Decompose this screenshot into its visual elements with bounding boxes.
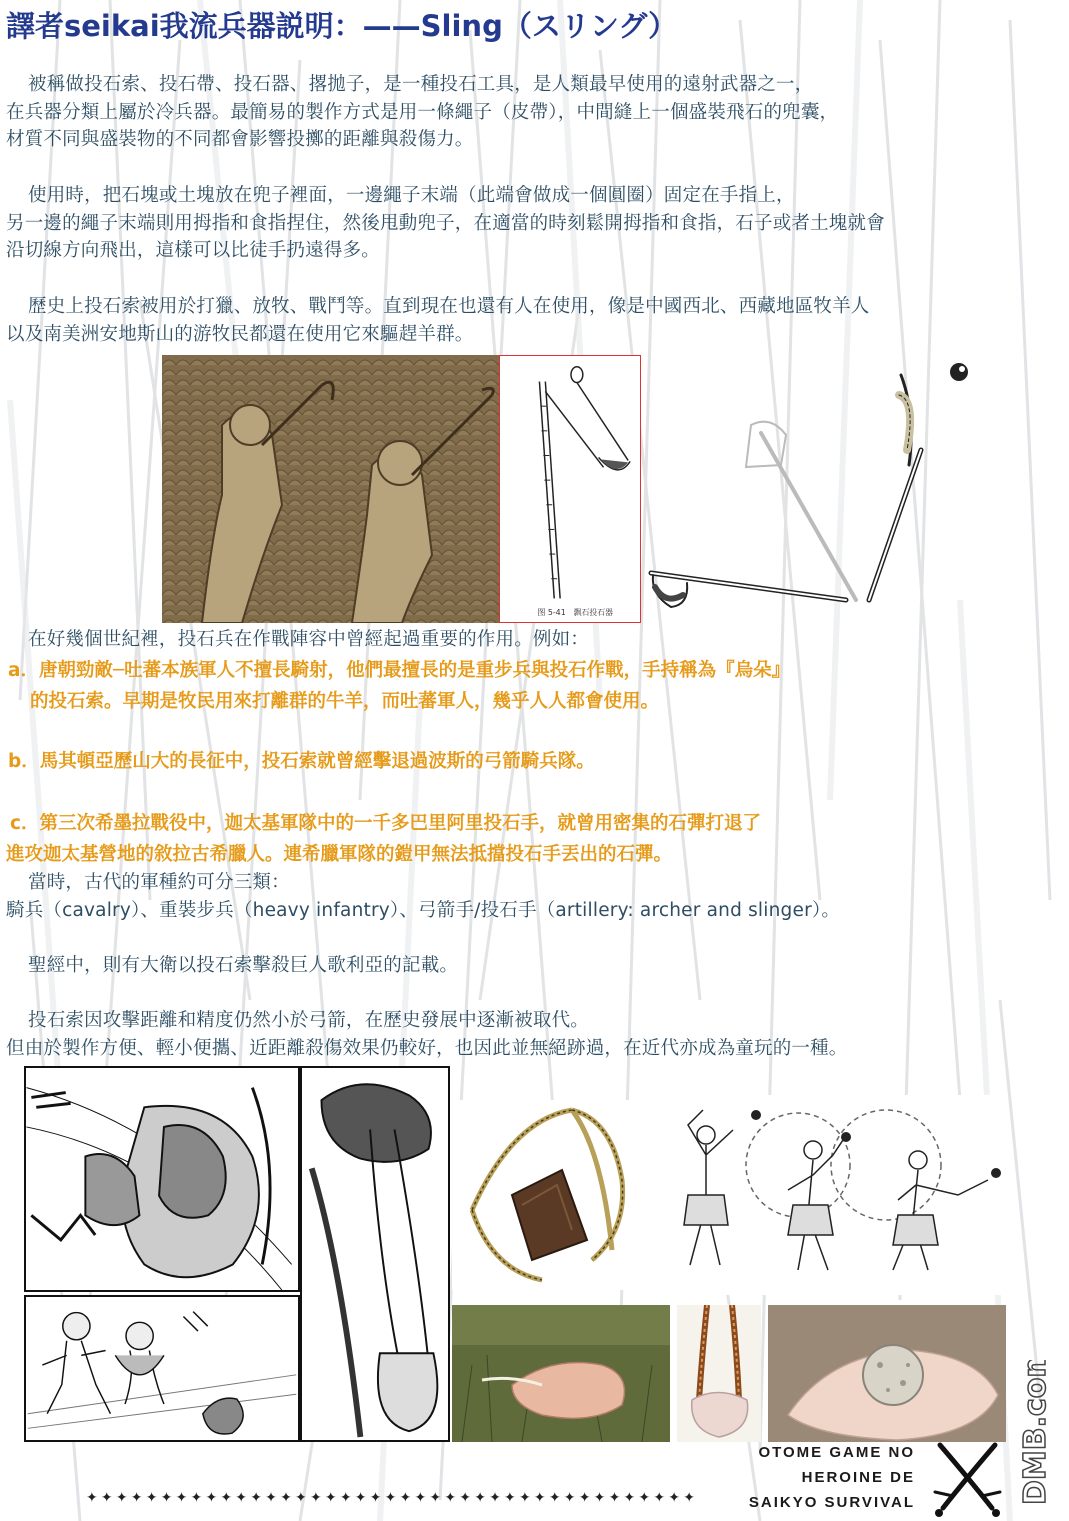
example-b: [8, 746, 595, 777]
role-intro-text: [6, 626, 589, 654]
history-line-1: 歷史上投石索被用於打獵、放牧、戰鬥等。直到現在也還有人在使用，像是中國西北、西藏地區牧羊人: [28, 296, 870, 317]
decline-line-2: 但由於製作方便、輕小便攜、近距離殺傷效果仍較好，也因此並無絕跡過，在近代亦成為童玩的一種。: [6, 1037, 848, 1059]
staff-sling-motion-sketch: [641, 355, 981, 623]
intro-line-3: 材質不同與盛裝物的不同都會影響投擲的距離與殺傷力。: [6, 129, 474, 150]
decorative-diamonds: ✦✦✦✦✦✦✦✦✦✦✦✦✦✦✦✦✦✦✦✦✦✦✦✦✦✦✦✦✦✦✦✦✦✦✦✦✦✦✦✦✦: [86, 1490, 699, 1506]
sling-pouch-photo: [677, 1305, 761, 1442]
usage-paragraph: [6, 182, 885, 265]
troops-paragraph: [6, 869, 840, 924]
diagram-caption: 图 5-41 飘石投石器: [537, 608, 613, 618]
watermark-text: DMB.com: [1018, 1360, 1053, 1505]
example-c: [6, 808, 761, 870]
troops-line-1: 當時，古代的軍種約可分三類：: [28, 872, 290, 893]
series-title-line-3: SAIKYO SURVIVAL: [748, 1494, 915, 1511]
role-intro-line: 在好幾個世紀裡，投石兵在作戰陣容中曾經起過重要的作用。例如：: [28, 629, 590, 650]
slinger-sequence-illustration: [658, 1095, 1006, 1295]
example-b-line: b．馬其頓亞歷山大的長征中，投石索就曾經擊退過波斯的弓箭騎兵隊。: [8, 751, 595, 772]
stone-in-palm-photo: [768, 1305, 1006, 1442]
series-title-line-1: OTOME GAME NO: [758, 1444, 915, 1461]
crossed-swords-icon: [930, 1440, 1005, 1518]
usage-line-3: 沿切線方向飛出，這樣可以比徒手扔遠得多。: [6, 240, 381, 261]
troops-line-2: 騎兵（cavalry）、重裝步兵（heavy infantry）、弓箭手/投石手（artillery: archer and slinger）。: [6, 899, 841, 921]
manga-panel-hand-sling: [300, 1066, 450, 1442]
series-title-line-2: HEROINE DE: [801, 1469, 915, 1486]
example-c-line-1: c．第三次希墨拉戰役中，迦太基軍隊中的一千多巴里阿里投石手，就曾用密集的石彈打退了: [10, 813, 761, 834]
manga-panel-running: [24, 1295, 300, 1442]
manga-panel-knight: [24, 1066, 300, 1292]
decline-paragraph: [6, 1007, 848, 1062]
history-line-2: 以及南美洲安地斯山的游牧民都還在使用它來驅趕羊群。: [6, 323, 474, 345]
bible-paragraph: [6, 952, 458, 980]
braided-sling-photo: [452, 1100, 652, 1290]
dmzj-watermark-logo: [1015, 1360, 1055, 1510]
example-c-line-2: 進攻迦太基營地的敘拉古希臘人。連希臘軍隊的鎧甲無法抵擋投石手丟出的石彈。: [6, 844, 673, 865]
staff-sling-diagram: [499, 355, 641, 623]
bible-line: 聖經中，則有大衛以投石索擊殺巨人歌利亞的記載。: [28, 955, 459, 976]
usage-line-2: 另一邊的繩子末端則用拇指和食指捏住，然後甩動兜子，在適當的時刻鬆開拇指和食指，石子或者土塊就會: [6, 212, 885, 234]
history-paragraph: [6, 293, 870, 348]
example-a-line-2: 的投石索。早期是牧民用來打離群的牛羊，而吐蕃軍人，幾乎人人都會使用。: [30, 691, 660, 712]
example-a-line-1: a．唐朝勁敵─吐蕃本族軍人不擅長騎射，他們最擅長的是重步兵與投石作戰，手持稱為『烏朵』: [8, 660, 791, 681]
assyrian-relief-image: [162, 355, 499, 623]
intro-line-1: 被稱做投石索、投石帶、投石器、撂拋子，是一種投石工具，是人類最早使用的遠射武器之一，: [28, 74, 814, 95]
intro-line-2: 在兵器分類上屬於冷兵器。最簡易的製作方式是用一條繩子（皮帶），中間縫上一個盛裝飛石的兜囊，: [6, 101, 839, 123]
intro-paragraph: [6, 71, 838, 154]
decline-line-1: 投石索因攻擊距離和精度仍然小於弓箭，在歷史發展中逐漸被取代。: [28, 1010, 590, 1031]
series-title: [749, 1440, 915, 1515]
page-title: 譯者seikai我流兵器説明：——Sling（スリング）: [6, 9, 678, 43]
hand-holding-sling-photo: [452, 1305, 670, 1442]
usage-line-1: 使用時，把石塊或土塊放在兜子裡面，一邊繩子末端（此端會做成一個圓圈）固定在手指上，: [28, 185, 795, 206]
example-a: [8, 655, 790, 717]
